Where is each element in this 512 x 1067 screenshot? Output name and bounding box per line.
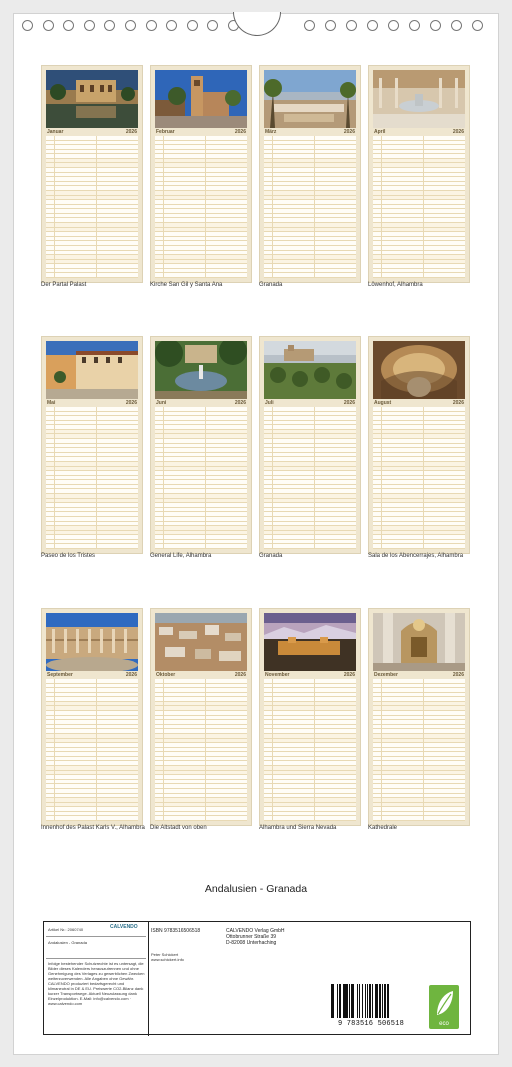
month-page [368,336,470,554]
binding-ring [451,20,462,31]
photo-caption: Kathedrale [368,825,398,831]
binding-ring [146,20,157,31]
month-name: Januar [47,129,64,135]
day-row [264,544,356,549]
day-grid [373,136,465,278]
month-photo [373,341,465,399]
day-row [46,816,138,821]
author-url: www.schickert.info [151,957,184,962]
month-year: 2026 [125,400,137,406]
month-header [46,399,138,407]
month-photo [264,341,356,399]
month-year: 2026 [452,129,464,135]
day-grid [264,136,356,278]
product-name: Andalusien - Granada [48,940,87,945]
month-name: November [265,672,290,678]
day-row [46,544,138,549]
month-header [264,128,356,136]
month-page [41,608,143,826]
binding-ring [63,20,74,31]
photo-caption: Granada [259,282,283,288]
day-row [373,273,465,278]
day-row [373,544,465,549]
day-row [155,816,247,821]
binding-ring [304,20,315,31]
month-name: März [265,129,277,135]
month-page [368,65,470,283]
month-photo [155,70,247,128]
month-page [368,608,470,826]
month-year: 2026 [125,672,137,678]
month-name: September [47,672,73,678]
month-header [264,399,356,407]
month-header [155,128,247,136]
binding-ring [104,20,115,31]
month-page [259,608,361,826]
day-row [264,273,356,278]
month-header [373,399,465,407]
eco-badge [429,985,459,1029]
day-grid [264,679,356,821]
binding-ring [325,20,336,31]
month-page [150,65,252,283]
day-grid [155,679,247,821]
barcode [331,984,411,1028]
month-header [264,671,356,679]
day-grid [155,407,247,549]
month-name: Juli [265,400,274,406]
month-photo [46,70,138,128]
photo-caption: Löwenhof, Alhambra [368,282,423,288]
binding-ring [166,20,177,31]
month-photo [264,70,356,128]
binding-ring [187,20,198,31]
month-name: Februar [156,129,175,135]
month-header [373,128,465,136]
photo-caption: Paseo de los Tristes [41,553,96,559]
photo-caption: Alhambra und Sierra Nevada [259,825,337,831]
month-page [150,336,252,554]
binding-ring [43,20,54,31]
month-page [41,336,143,554]
month-year: 2026 [343,129,355,135]
day-grid [373,407,465,549]
isbn: ISBN 9783516506518 [151,928,201,934]
month-year: 2026 [452,672,464,678]
month-header [373,671,465,679]
month-name: Juni [156,400,167,406]
day-grid [155,136,247,278]
month-name: Mai [47,400,56,406]
photo-caption: Granada [259,553,283,559]
month-photo [264,613,356,671]
calvendo-logo: CALVENDO [110,924,138,930]
month-year: 2026 [234,129,246,135]
month-name: August [374,400,392,406]
month-photo [373,613,465,671]
binding-ring [84,20,95,31]
month-photo [155,613,247,671]
binding-ring [207,20,218,31]
month-year: 2026 [452,400,464,406]
author-name: Peter Schickert [151,952,179,957]
month-photo [155,341,247,399]
binding-ring [125,20,136,31]
publisher-line-2: Ottobrunner Straße 39 [226,934,277,940]
month-year: 2026 [125,129,137,135]
binding-ring [367,20,378,31]
month-header [155,399,247,407]
month-photo [46,341,138,399]
photo-caption: Sala de los Abencerrajes, Alhambra [368,553,464,559]
disclaimer-text: Infolge bestehender Schutzrechte ist es untersagt, die Bilder dieses Kalenders herauszutrennen und ohne Genehmigung des Verlages zu gewerblichen Zwecken weiterzuverwenden. Alle Angaben ohne Gewähr. CALVENDO produziert bedarfsgerecht und klimaneutral in DE & EU. Preiswerte CO2-Bilanz dank kurzer Transportwege. Aktuell Neuzulassung dank Einzelproduktion. E-Mail: info@calvendo.com · www.calvendo.com [48,961,145,1006]
day-grid [46,407,138,549]
barcode-digits: 9 783516 506518 [337,1020,404,1028]
day-row [46,273,138,278]
day-row [373,816,465,821]
day-grid [46,136,138,278]
article-number: Artikel Nr.: 2060740 [48,927,84,932]
publisher-line-3: D-82008 Unterhaching [226,940,277,946]
month-photo [373,70,465,128]
eco-label: eco [439,1021,449,1027]
day-grid [373,679,465,821]
month-page [259,336,361,554]
day-grid [46,679,138,821]
photo-caption: General Life, Alhambra [150,553,212,559]
day-row [155,273,247,278]
month-header [46,128,138,136]
product-info-panel [43,921,471,1035]
month-name: April [374,129,386,135]
photo-caption: Die Altstadt von oben [150,825,207,831]
binding-ring [346,20,357,31]
month-year: 2026 [343,672,355,678]
month-name: Oktober [156,672,176,678]
month-header [46,671,138,679]
month-name: Dezember [374,672,398,678]
month-year: 2026 [234,672,246,678]
binding-ring [22,20,33,31]
day-row [264,816,356,821]
month-year: 2026 [343,400,355,406]
photo-caption: Kirche San Gil y Santa Ana [150,282,223,288]
binding-ring [430,20,441,31]
day-row [155,544,247,549]
month-page [41,65,143,283]
month-page [259,65,361,283]
publisher-line-1: CALVENDO Verlag GmbH [226,928,285,934]
leaf-icon [429,985,459,1021]
month-header [155,671,247,679]
hanger-hook [233,12,281,36]
day-grid [264,407,356,549]
calendar-title: Andalusien - Granada [204,883,308,895]
photo-caption: Innenhof des Palast Karls V., Alhambra [41,825,145,831]
month-photo [46,613,138,671]
month-page [150,608,252,826]
binding-ring [472,20,483,31]
binding-ring [388,20,399,31]
month-year: 2026 [234,400,246,406]
photo-caption: Der Partal Palast [41,282,87,288]
binding-ring [409,20,420,31]
